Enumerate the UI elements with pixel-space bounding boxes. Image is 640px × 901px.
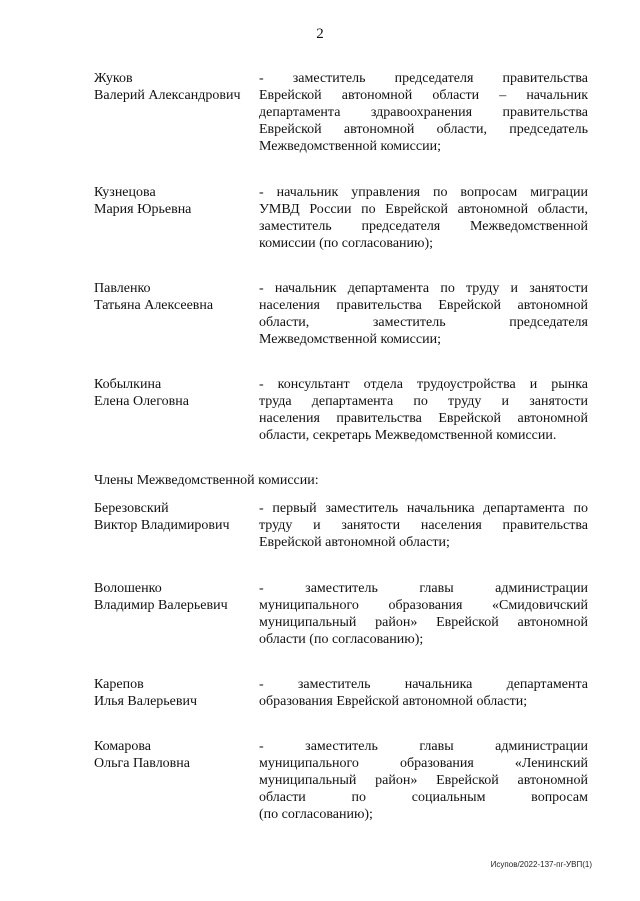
member-name [94, 280, 254, 314]
member-position [259, 500, 588, 551]
member-surname: Березовский [94, 501, 169, 516]
position-line: муниципальный район» Еврейской автономной [259, 773, 588, 788]
member-name [94, 676, 254, 710]
members-heading: Члены Межведомственной комиссии: [94, 473, 319, 488]
position-line: области, секретарь Межведомственной комиссии. [259, 428, 557, 443]
position-line: области, заместитель председателя [259, 315, 588, 330]
position-line: департамента здравоохранения правительства [259, 105, 588, 120]
position-line: Межведомственной комиссии; [259, 139, 441, 154]
position-line: муниципальный район» Еврейской автономной [259, 615, 588, 630]
position-line: - начальник управления по вопросам миграции [259, 185, 588, 200]
member-surname: Жуков [94, 71, 133, 86]
position-line: - заместитель главы администрации [259, 739, 588, 754]
member-surname: Кобылкина [94, 377, 162, 392]
member-position [259, 280, 588, 348]
member-given-names: Валерий Александрович [94, 88, 241, 103]
member-given-names: Татьяна Алексеевна [94, 298, 214, 313]
position-line: - консультант отдела трудоустройства и рынка [259, 377, 588, 392]
member-surname: Павленко [94, 281, 151, 296]
member-name [94, 500, 254, 534]
position-line: населения правительства Еврейской автономной [259, 298, 588, 313]
member-given-names: Илья Валерьевич [94, 694, 198, 709]
position-line: Еврейской автономной области – начальник [259, 88, 588, 103]
position-line: - заместитель главы администрации [259, 581, 588, 596]
member-name [94, 580, 254, 614]
member-surname: Волошенко [94, 581, 162, 596]
position-line: - заместитель начальника департамента [259, 677, 588, 692]
member-position [259, 580, 588, 648]
member-given-names: Владимир Валерьевич [94, 598, 228, 613]
member-given-names: Ольга Павловна [94, 756, 190, 771]
member-surname: Карепов [94, 677, 144, 692]
member-name [94, 70, 254, 104]
document-reference: Исупов/2022-137-пг-УВП(1) [490, 860, 592, 869]
member-position [259, 70, 588, 155]
position-line: муниципального образования «Ленинский [259, 756, 588, 771]
position-line: образования Еврейской автономной области; [259, 694, 528, 709]
position-line: (по согласованию); [259, 807, 373, 822]
position-line: заместитель председателя Межведомственной [259, 219, 588, 234]
position-line: - начальник департамента по труду и занятости [259, 281, 588, 296]
position-line: труда департамента по труду и занятости [259, 394, 588, 409]
member-name [94, 738, 254, 772]
position-line: области по социальным вопросам [259, 790, 588, 805]
member-name [94, 376, 254, 410]
member-given-names: Елена Олеговна [94, 394, 189, 409]
member-position [259, 676, 588, 710]
position-line: муниципального образования «Смидовичский [259, 598, 588, 613]
member-name [94, 184, 254, 218]
member-position [259, 738, 588, 823]
position-line: населения правительства Еврейской автономной [259, 411, 588, 426]
position-line: Еврейской автономной области, председатель [259, 122, 588, 137]
position-line: Еврейской автономной области; [259, 535, 450, 550]
position-line: труду и занятости населения правительства [259, 518, 588, 533]
position-line: - заместитель председателя правительства [259, 71, 588, 86]
member-surname: Кузнецова [94, 185, 156, 200]
position-line: области (по согласованию); [259, 632, 424, 647]
position-line: - первый заместитель начальника департамента по [259, 501, 588, 516]
member-given-names: Виктор Владимирович [94, 518, 230, 533]
position-line: комиссии (по согласованию); [259, 236, 434, 251]
position-line: Межведомственной комиссии; [259, 332, 441, 347]
page-number: 2 [316, 26, 324, 42]
member-given-names: Мария Юрьевна [94, 202, 192, 217]
member-position [259, 184, 588, 252]
member-surname: Комарова [94, 739, 151, 754]
position-line: УМВД России по Еврейской автономной области, [259, 202, 588, 217]
member-position [259, 376, 588, 444]
